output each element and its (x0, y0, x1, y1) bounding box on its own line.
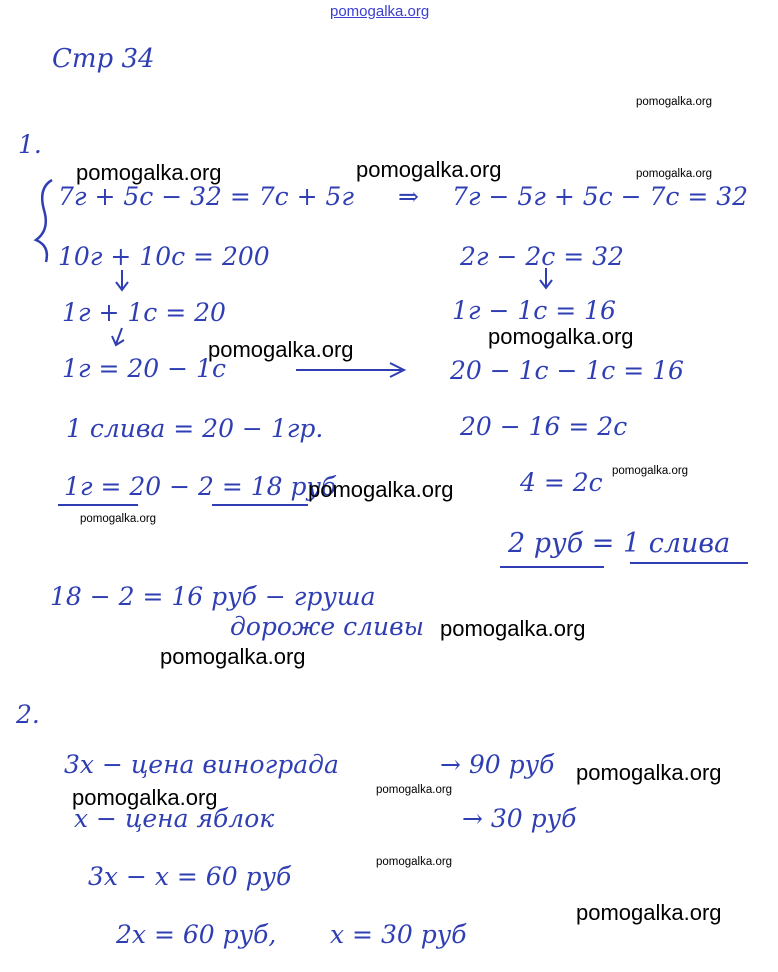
watermark: pomogalka.org (72, 785, 218, 810)
page-reference: Стр 34 (52, 44, 155, 74)
grapes-price-value: → 90 руб (440, 750, 555, 779)
watermark: pomogalka.org (356, 157, 502, 182)
underline-a4-right (212, 504, 308, 506)
step-b1: 1г − 1с = 16 (452, 296, 616, 325)
watermark: pomogalka.org (636, 96, 713, 108)
step-a2: 1г = 20 − 1с (62, 354, 226, 383)
underline-a4-left (58, 504, 138, 506)
watermark: pomogalka.org (636, 168, 713, 180)
watermark: pomogalka.org (80, 513, 157, 525)
down-arrow-1 (116, 270, 128, 290)
step-a3: 1 слива = 20 − 1гр. (66, 414, 324, 443)
task1-number: 1. (18, 130, 42, 159)
watermark: pomogalka.org (576, 900, 722, 925)
step-b2: 20 − 1с − 1с = 16 (450, 356, 684, 385)
step-b3: 20 − 16 = 2с (460, 412, 628, 441)
watermark: pomogalka.org (488, 324, 634, 349)
watermark: pomogalka.org (576, 760, 722, 785)
implies-arrow: ⇒ (398, 182, 419, 211)
underline-answer-right (630, 562, 748, 564)
system-line-a: 10г + 10с = 200 (58, 242, 270, 271)
watermark: pomogalka.org (376, 856, 453, 868)
equation-left: 7г + 5с − 32 = 7с + 5г (58, 182, 355, 211)
apples-price-value: → 30 руб (462, 804, 577, 833)
difference-equation: 3х − х = 60 руб (88, 862, 292, 891)
down-arrow-3 (112, 328, 124, 345)
step-a1: 1г + 1с = 20 (62, 298, 226, 327)
two-x-equation: 2х = 60 руб, (116, 920, 277, 949)
step-a4: 1г = 20 − 2 = 18 руб (64, 472, 337, 501)
conclusion-line-1: 18 − 2 = 16 руб − груша (50, 582, 376, 611)
watermark: pomogalka.org (160, 644, 306, 669)
down-arrow-2 (540, 268, 552, 288)
watermark: pomogalka.org (308, 477, 454, 502)
task2-number: 2. (16, 700, 40, 729)
watermark: pomogalka.org (612, 465, 689, 477)
watermark: pomogalka.org (440, 616, 586, 641)
equation-right: 7г − 5г + 5с − 7с = 32 (452, 182, 749, 211)
answer-plum: 2 руб = 1 слива (508, 528, 731, 559)
watermark: pomogalka.org (208, 337, 354, 362)
system-brace (36, 180, 52, 262)
x-value: х = 30 руб (330, 920, 467, 949)
watermark: pomogalka.org (76, 160, 222, 185)
step-b4: 4 = 2с (520, 468, 603, 497)
apples-price-label: х − цена яблок (74, 804, 275, 833)
grapes-price-label: 3х − цена винограда (64, 750, 339, 779)
long-arrow (296, 363, 404, 377)
underline-answer-left (500, 566, 604, 568)
system-line-b: 2г − 2с = 32 (460, 242, 624, 271)
watermark: pomogalka.org (376, 784, 453, 796)
conclusion-line-2: дороже сливы (230, 612, 425, 641)
site-link[interactable]: pomogalka.org (330, 3, 430, 20)
